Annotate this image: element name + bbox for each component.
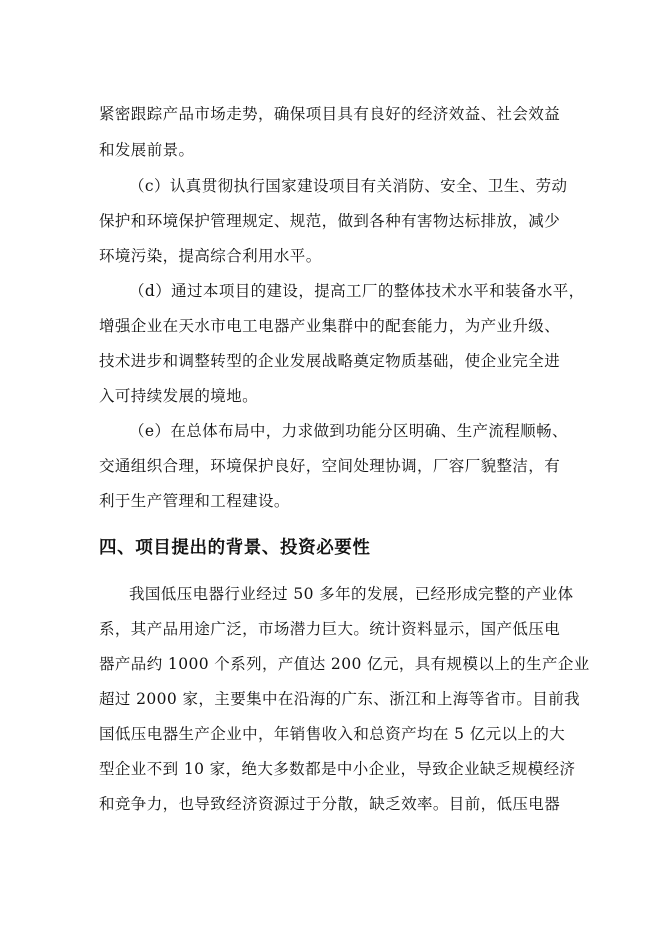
text-line: （c）认真贯彻执行国家建设项目有关消防、安全、卫生、劳动 — [129, 177, 568, 195]
text-line: 环境污染，提高综合利用水平。 — [99, 247, 322, 265]
text-line: 交通组织合理，环境保护良好，空间处理协调，厂容厂貌整洁，有 — [99, 457, 561, 475]
text-line: 和竞争力，也导致经济资源过于分散，缺乏效率。目前，低压电器 — [99, 795, 561, 813]
text-line: 系，其产品用途广泛，市场潜力巨大。统计资料显示，国产低压电 — [99, 620, 561, 638]
text-line: （d）通过本项目的建设，提高工厂的整体技术水平和装备水平， — [129, 282, 585, 300]
text-line: 保护和环境保护管理规定、规范，做到各种有害物达标排放，减少 — [99, 212, 561, 230]
text-line: 我国低压电器行业经过 50 多年的发展，已经形成完整的产业体 — [129, 585, 574, 603]
text-line: 和发展前景。 — [99, 141, 195, 159]
text-line: 超过 2000 家，主要集中在沿海的广东、浙江和上海等省市。目前我 — [99, 690, 581, 708]
text-line: 利于生产管理和工程建设。 — [99, 492, 290, 510]
section-heading: 四、项目提出的背景、投资必要性 — [99, 538, 371, 558]
text-line: 国低压电器生产企业中，年销售收入和总资产均在 5 亿元以上的大 — [99, 725, 566, 743]
text-line: 紧密跟踪产品市场走势，确保项目具有良好的经济效益、社会效益 — [99, 105, 561, 123]
text-line: 增强企业在天水市电工电器产业集群中的配套能力，为产业升级、 — [99, 317, 561, 335]
text-line: 入可持续发展的境地。 — [99, 387, 259, 405]
text-line: （e）在总体布局中，力求做到功能分区明确、生产流程顺畅、 — [129, 422, 568, 440]
text-line: 技术进步和调整转型的企业发展战略奠定物质基础，使企业完全进 — [99, 352, 561, 370]
text-line: 器产品约 1000 个系列，产值达 200 亿元，具有规模以上的生产企业 — [99, 655, 590, 673]
text-line: 型企业不到 10 家，绝大多数都是中小企业，导致企业缺乏规模经济 — [99, 760, 576, 778]
